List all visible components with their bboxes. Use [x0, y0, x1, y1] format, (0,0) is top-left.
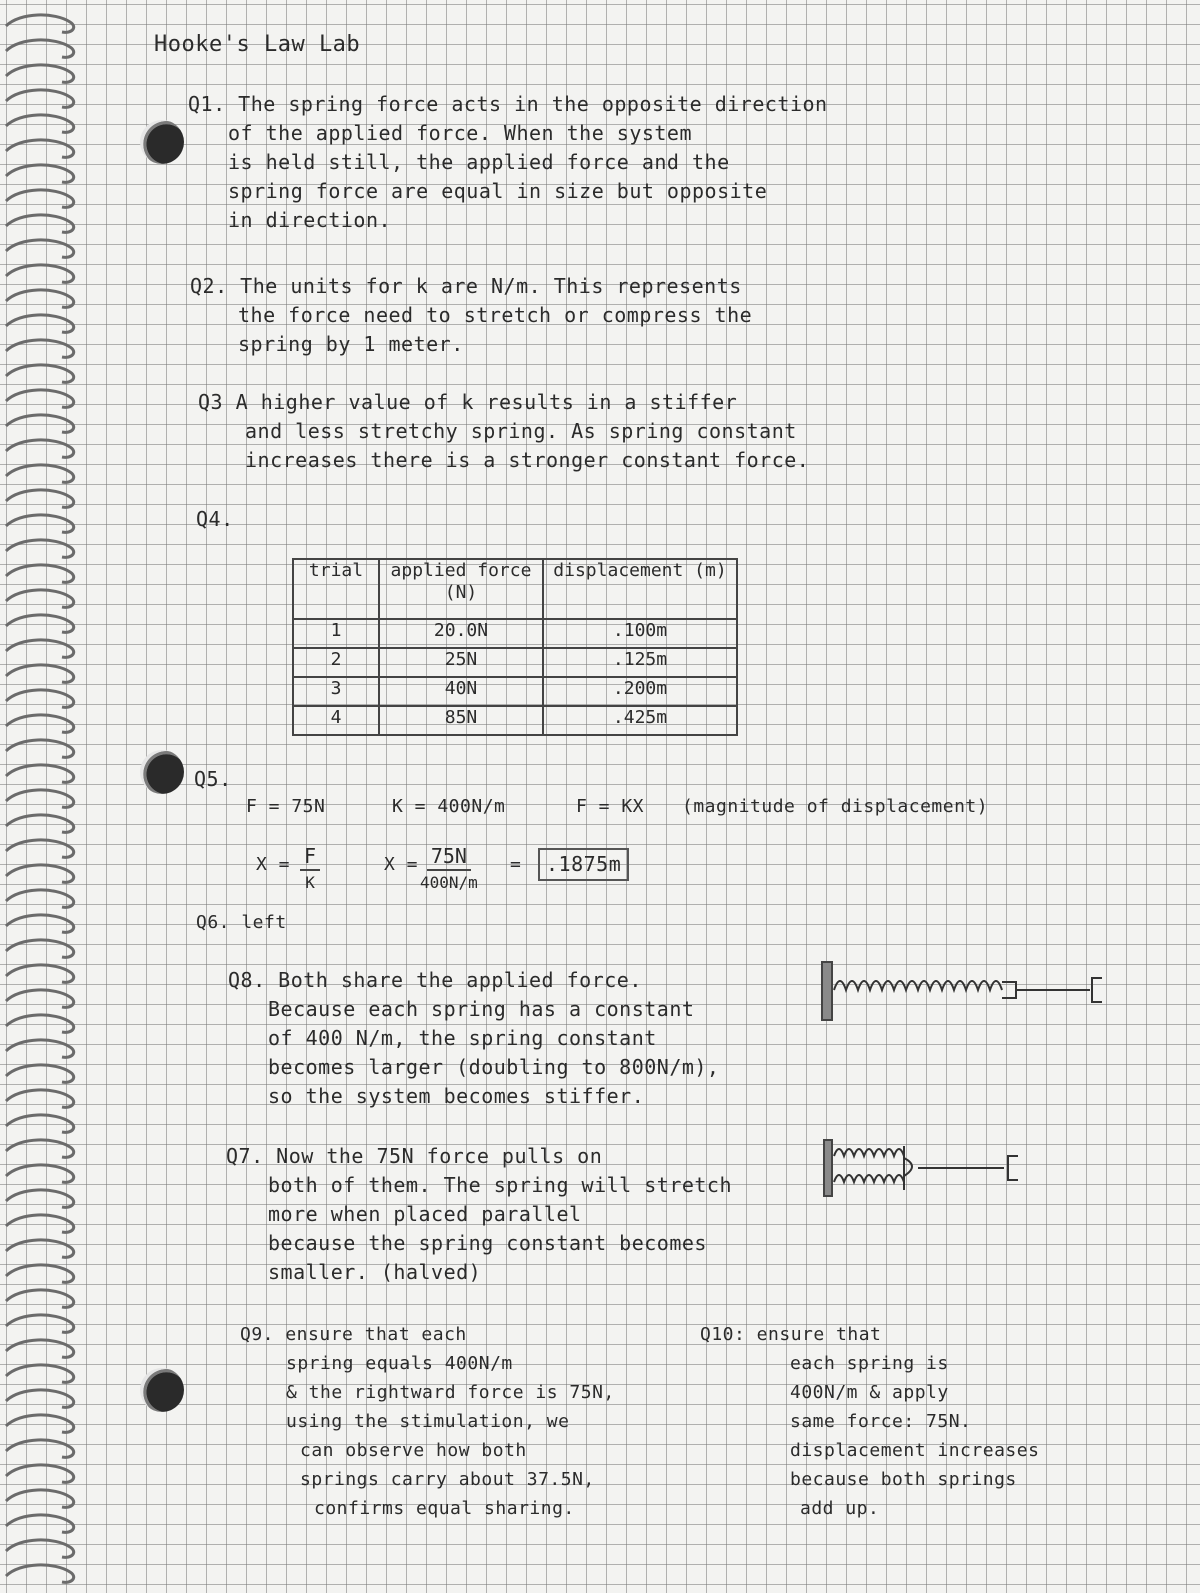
q10-line: displacement increases: [790, 1440, 1040, 1461]
spiral-coil: [6, 15, 74, 32]
spiral-coil: [6, 865, 74, 882]
spiral-coil: [6, 540, 74, 557]
spiral-binding: [0, 0, 90, 1593]
spiral-coil: [6, 640, 74, 657]
q2-line: Q2. The units for k are N/m. This represents: [190, 274, 742, 298]
spiral-coil: [6, 765, 74, 782]
spiral-coil: [6, 1090, 74, 1107]
q9-line: & the rightward force is 75N,: [286, 1382, 615, 1403]
q1-line: Q1. The spring force acts in the opposite direction: [188, 92, 828, 116]
q9-line: Q9. ensure that each: [240, 1324, 467, 1345]
table-cell: .425m: [543, 706, 737, 735]
spiral-coil: [6, 565, 74, 582]
spiral-coil: [6, 1415, 74, 1432]
spiral-coil: [6, 1215, 74, 1232]
spiral-coil: [6, 890, 74, 907]
table-row: [293, 619, 737, 648]
spiral-coil: [6, 1515, 74, 1532]
spiral-coil: [6, 990, 74, 1007]
given-spring-constant: K = 400N/m: [392, 796, 506, 817]
q2-line: the force need to stretch or compress the: [238, 303, 753, 327]
q9-line: springs carry about 37.5N,: [300, 1469, 595, 1490]
q9-line: can observe how both: [300, 1440, 527, 1461]
hookes-law-formula: F = KX: [576, 796, 645, 817]
spiral-coil: [6, 1565, 74, 1582]
spiral-coil: [6, 815, 74, 832]
q3-line: increases there is a stronger constant force.: [245, 448, 810, 472]
q1-line: of the applied force. When the system: [228, 121, 693, 145]
spiral-coil: [6, 1240, 74, 1257]
table-cell: 1: [293, 619, 379, 648]
q8-line: Because each spring has a constant: [268, 997, 695, 1021]
table-cell: .125m: [543, 648, 737, 677]
spiral-coil: [6, 165, 74, 182]
parallel-spring-diagram: [822, 1138, 1042, 1202]
q10-line: add up.: [800, 1498, 880, 1519]
q1-line: is held still, the applied force and the: [228, 150, 730, 174]
q1-line: spring force are equal in size but opposite: [228, 179, 768, 203]
table-header-row: [293, 559, 737, 619]
q5-label: Q5.: [194, 767, 232, 791]
spiral-coil: [6, 340, 74, 357]
q9-line: confirms equal sharing.: [314, 1498, 575, 1519]
q8-line: Q8. Both share the applied force.: [228, 968, 642, 992]
spiral-coil: [6, 1190, 74, 1207]
spiral-coil: [6, 365, 74, 382]
table-cell: 85N: [379, 706, 543, 735]
table-cell: .100m: [543, 619, 737, 648]
formula-denominator: K: [305, 873, 315, 892]
spiral-coil: [6, 1065, 74, 1082]
spiral-coil: [6, 1465, 74, 1482]
spiral-coil: [6, 1340, 74, 1357]
series-spring-diagram: [820, 960, 1120, 1030]
spiral-coil: [6, 690, 74, 707]
q8-line: becomes larger (doubling to 800N/m),: [268, 1055, 720, 1079]
punch-hole-top: [140, 120, 184, 164]
spiral-coil: [6, 1040, 74, 1057]
column-header: applied force (N): [379, 559, 543, 619]
q10-line: each spring is: [790, 1353, 949, 1374]
x-label: X =: [256, 854, 291, 875]
punch-hole-middle: [140, 750, 184, 794]
spiral-coil: [6, 240, 74, 257]
spiral-coil: [6, 840, 74, 857]
spiral-coil: [6, 440, 74, 457]
q1-line: in direction.: [228, 208, 392, 232]
formula-note: (magnitude of displacement): [682, 796, 989, 817]
column-header: trial: [293, 559, 379, 619]
punch-hole-bottom: [140, 1368, 184, 1412]
given-force: F = 75N: [246, 796, 326, 817]
table-cell: 25N: [379, 648, 543, 677]
q3-line: Q3 A higher value of k results in a stiffer: [198, 390, 738, 414]
spiral-coil: [6, 190, 74, 207]
spiral-coil: [6, 1390, 74, 1407]
spiral-coil: [6, 65, 74, 82]
q10-line: 400N/m & apply: [790, 1382, 949, 1403]
answer-q6: Q6. left: [196, 912, 287, 933]
table-row: [293, 677, 737, 706]
q7-line: both of them. The spring will stretch: [268, 1173, 733, 1197]
spiral-coil: [6, 1440, 74, 1457]
column-header: displacement (m): [543, 559, 737, 619]
formula-numerator: F: [300, 843, 320, 871]
q7-line: smaller. (halved): [268, 1260, 482, 1284]
spiral-coil: [6, 315, 74, 332]
q7-line: because the spring constant becomes: [268, 1231, 707, 1255]
spiral-coil: [6, 140, 74, 157]
spiral-coil: [6, 1140, 74, 1157]
page-title: Hooke's Law Lab: [154, 32, 361, 57]
spiral-coil: [6, 965, 74, 982]
q3-line: and less stretchy spring. As spring constant: [245, 419, 797, 443]
spiral-coil: [6, 1165, 74, 1182]
trial-data-table: [292, 558, 738, 736]
spiral-coil: [6, 390, 74, 407]
q8-line: so the system becomes stiffer.: [268, 1084, 645, 1108]
q10-line: same force: 75N.: [790, 1411, 972, 1432]
x-label: X =: [384, 854, 419, 875]
spiral-coil: [6, 1015, 74, 1032]
spiral-coil: [6, 1290, 74, 1307]
spiral-coil: [6, 1540, 74, 1557]
spiral-coil: [6, 790, 74, 807]
spiral-coil: [6, 265, 74, 282]
answer-box: .1875m: [538, 848, 629, 881]
formula-fraction: [300, 843, 320, 895]
table-row: [293, 706, 737, 735]
spiral-coil: [6, 1115, 74, 1132]
table-cell: 40N: [379, 677, 543, 706]
table-cell: 3: [293, 677, 379, 706]
spiral-coil: [6, 715, 74, 732]
spiral-coil: [6, 465, 74, 482]
q2-line: spring by 1 meter.: [238, 332, 464, 356]
spiral-coil: [6, 1365, 74, 1382]
spiral-coil: [6, 290, 74, 307]
table-cell: 2: [293, 648, 379, 677]
spiral-coil: [6, 90, 74, 107]
spiral-coil: [6, 915, 74, 932]
q8-line: of 400 N/m, the spring constant: [268, 1026, 657, 1050]
spiral-coil: [6, 490, 74, 507]
table-cell: 4: [293, 706, 379, 735]
q10-line: Q10: ensure that: [700, 1324, 882, 1345]
q10-line: because both springs: [790, 1469, 1017, 1490]
spiral-coil: [6, 665, 74, 682]
spiral-coil: [6, 1315, 74, 1332]
table-cell: .200m: [543, 677, 737, 706]
q7-line: more when placed parallel: [268, 1202, 582, 1226]
calculation-fraction: [420, 843, 478, 895]
spiral-coil: [6, 115, 74, 132]
spiral-coil: [6, 1265, 74, 1282]
spiral-coil: [6, 1490, 74, 1507]
spiral-coil: [6, 415, 74, 432]
spiral-coil: [6, 40, 74, 57]
spiral-coil: [6, 515, 74, 532]
equals-sign: =: [510, 854, 522, 875]
calculation-numerator: 75N: [427, 843, 471, 871]
spiral-coil: [6, 940, 74, 957]
table-cell: 20.0N: [379, 619, 543, 648]
calculation-denominator: 400N/m: [420, 873, 478, 892]
q9-line: spring equals 400N/m: [286, 1353, 513, 1374]
spiral-coil: [6, 590, 74, 607]
spiral-coil: [6, 215, 74, 232]
q7-line: Q7. Now the 75N force pulls on: [226, 1144, 603, 1168]
table-row: [293, 648, 737, 677]
spiral-coil: [6, 740, 74, 757]
spiral-coil: [6, 615, 74, 632]
q9-line: using the stimulation, we: [286, 1411, 570, 1432]
q4-label: Q4.: [196, 507, 234, 531]
